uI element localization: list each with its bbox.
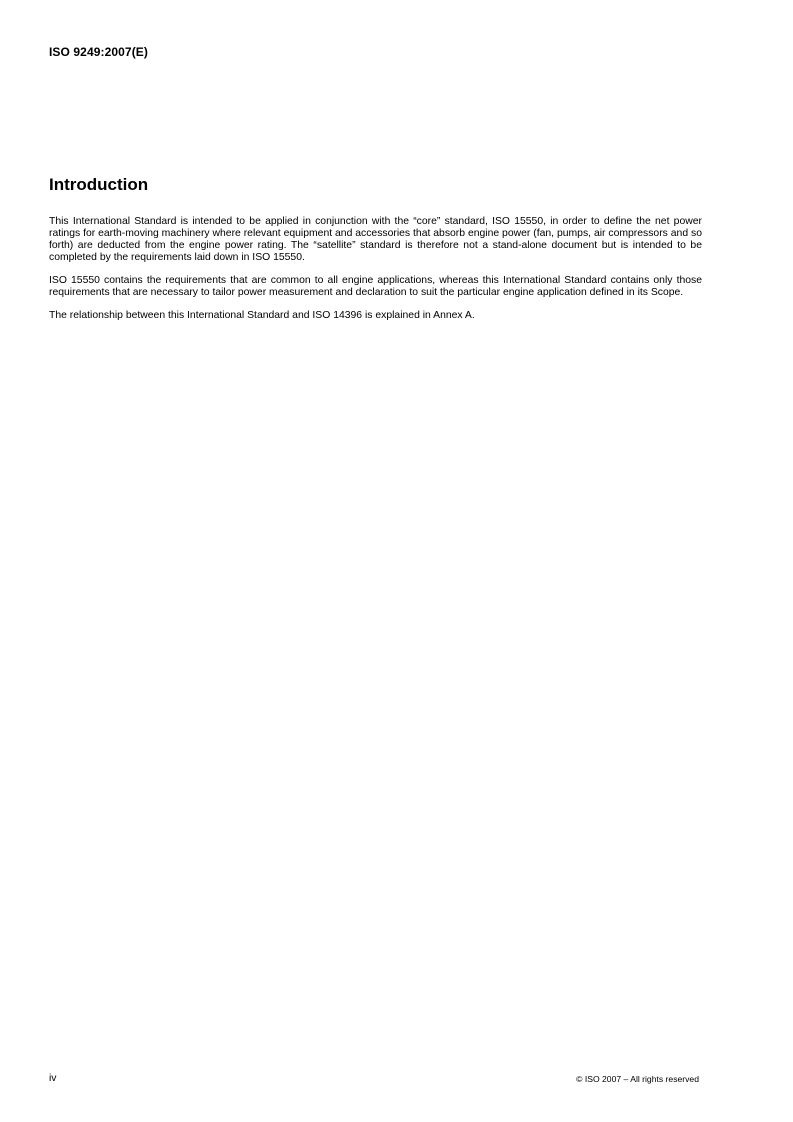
- copyright-notice: © ISO 2007 – All rights reserved: [576, 1074, 699, 1084]
- paragraph-2: ISO 15550 contains the requirements that are common to all engine applications, whereas this International Standard contains only those requirements that are necessary to tailor power measurement and declaration to suit the particular engine application defined in its Scope.: [49, 275, 702, 298]
- paragraph-1: This International Standard is intended to be applied in conjunction with the “core” standard, ISO 15550, in order to define the net power ratings for earth-moving machinery where relevant equipment and accessories that absorb engine power (fan, pumps, air compressors and so forth) are deducted from the engine power rating. The “satellite” standard is therefore not a stand-alone document but is intended to be completed by the requirements laid down in ISO 15550.: [49, 216, 702, 263]
- introduction-body: [49, 216, 702, 333]
- page-number: iv: [49, 1073, 57, 1084]
- paragraph-3: The relationship between this International Standard and ISO 14396 is explained in Annex A.: [49, 310, 475, 321]
- section-title: Introduction: [49, 175, 149, 194]
- document-id-header: ISO 9249:2007(E): [49, 45, 148, 59]
